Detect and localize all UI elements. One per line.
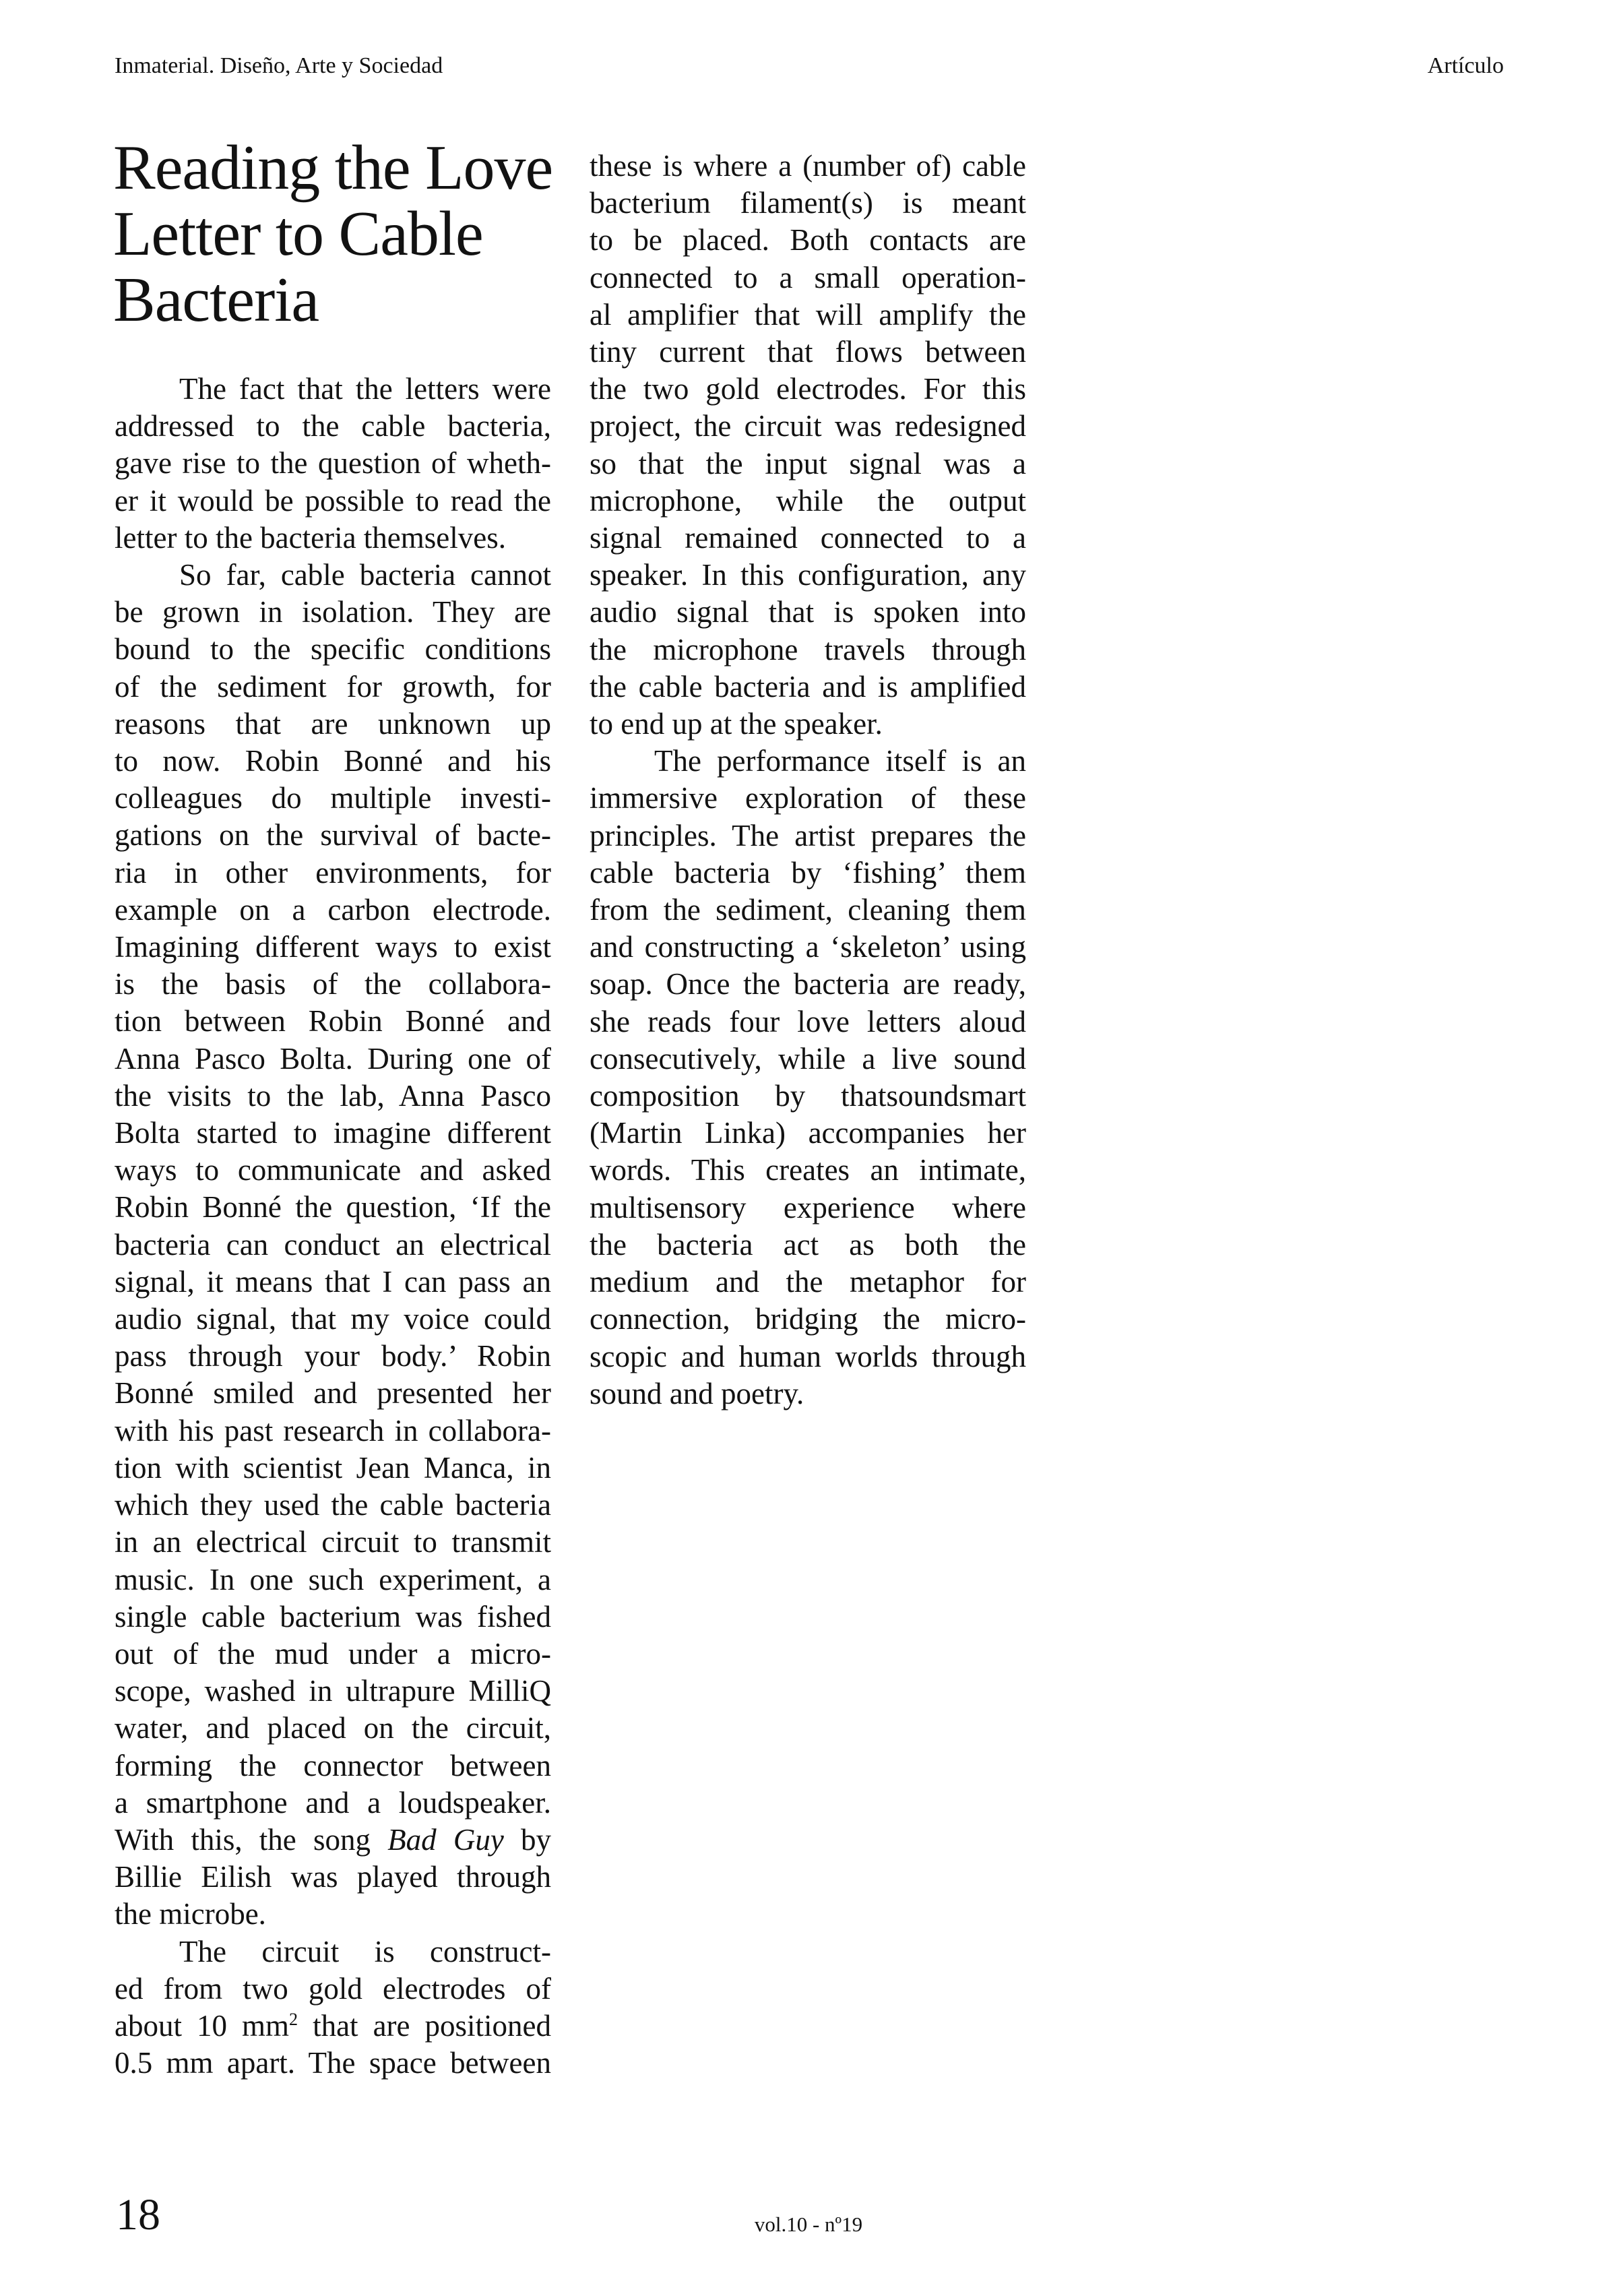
text-line: gations on the survival of bacte- [115,818,551,852]
text-line: multisensory experience where [590,1190,1026,1224]
text-line: signal remained connected to a [590,521,1026,555]
text-line: is the basis of the collabora- [115,967,551,1001]
text-line: bound to the specific conditions [115,632,551,666]
text-line: example on a carbon electrode. [115,892,551,927]
text-line: So far, cable bacteria cannot [179,558,551,592]
text-line: Bonné smiled and presented her [115,1376,551,1410]
text-line: ed from two gold electrodes of [115,1971,551,2006]
text-line: addressed to the cable bacteria, [115,409,551,443]
text-line: the two gold electrodes. For this [590,372,1026,406]
text-column-left [115,371,551,2096]
text-line: so that the input signal was a [590,446,1026,480]
text-line: the cable bacteria and is amplified [590,669,1026,704]
text-line: a smartphone and a loudspeaker. [115,1785,551,1820]
text-line: tion between Robin Bonné and [115,1004,551,1038]
text-line: connected to a small operation- [590,260,1026,294]
text-line: these is where a (number of) cable [590,149,1026,183]
text-line: to be placed. Both contacts are [590,223,1026,257]
journal-name: Inmaterial. Diseño, Arte y Sociedad [115,53,443,78]
text-line: she reads four love letters aloud [590,1004,1026,1038]
text-line: speaker. In this configuration, any [590,558,1026,592]
text-line: to now. Robin Bonné and his [115,744,551,778]
text-line: (Martin Linka) accompanies her [590,1116,1026,1150]
text-line: With this, the song Bad Guy by [115,1822,552,1857]
text-line: in an electrical circuit to transmit [115,1525,551,1559]
text-line: audio signal that is spoken into [590,595,1026,629]
text-line: the visits to the lab, Anna Pasco [115,1078,551,1113]
text-line: to end up at the speaker. [590,707,883,741]
text-line: medium and the metaphor for [590,1265,1026,1299]
text-line: words. This creates an intimate, [590,1153,1026,1187]
text-line: Anna Pasco Bolta. During one of [115,1041,551,1076]
text-line: Imagining different ways to exist [115,930,551,964]
text-line: consecutively, while a live sound [590,1041,1026,1076]
text-line: immersive exploration of these [590,781,1026,815]
text-line: single cable bacterium was fished [115,1599,551,1634]
text-line: er it would be possible to read the [115,483,551,518]
page-title [113,135,571,333]
text-line: the bacteria act as both the [590,1227,1026,1262]
text-line: bacterium filament(s) is meant [590,186,1026,220]
text-line: letter to the bacteria themselves. [115,520,507,555]
text-line: pass through your body.’ Robin [115,1339,551,1373]
text-line: tiny current that flows between [590,335,1026,369]
text-line: project, the circuit was redesigned [590,409,1026,443]
text-line: 0.5 mm apart. The space between [115,2046,551,2080]
text-line: scopic and human worlds through [590,1339,1026,1373]
text-line: the microphone travels through [590,632,1026,666]
text-line: tion with scientist Jean Manca, in [115,1450,551,1485]
text-line: the microbe. [115,1897,266,1931]
text-line: Billie Eilish was played through [115,1860,551,1894]
text-line: and constructing a ‘skeleton’ using [590,930,1026,964]
text-line: about 10 $mm^2$ that are positioned [115,2008,552,2043]
title-line-3: Bacteria [113,265,319,335]
text-line: Bolta started to imagine different [115,1116,551,1150]
text-line: out of the mud under a micro- [115,1636,551,1671]
text-line: Robin Bonné the question, ‘If the [115,1190,551,1224]
text-line: forming the connector between [115,1748,551,1782]
text-line: colleagues do multiple investi- [115,781,551,815]
text-line: microphone, while the output [590,483,1026,518]
text-line: connection, bridging the micro- [590,1302,1026,1336]
text-line: reasons that are unknown up [115,706,551,741]
text-line: from the sediment, cleaning them [590,893,1026,927]
text-line: gave rise to the question of wheth- [115,446,551,480]
text-line: composition by thatsoundsmart [590,1079,1026,1113]
text-line: sound and poetry. [590,1376,804,1410]
text-line: ways to communicate and asked [115,1153,551,1187]
title-line-2: Letter to Cable [113,199,483,269]
text-line: scope, washed in ultrapure MilliQ [115,1674,551,1708]
text-line: water, and placed on the circuit, [115,1711,551,1745]
text-line: signal, it means that I can pass an [115,1264,551,1299]
text-line: audio signal, that my voice could [115,1302,551,1336]
text-line: of the sediment for growth, for [115,669,551,704]
text-line: with his past research in collabora- [115,1413,551,1448]
text-line: The fact that the letters were [179,372,551,406]
text-line: music. In one such experiment, a [115,1562,551,1596]
text-line: which they used the cable bacteria [115,1488,551,1522]
text-line: The circuit is construct- [179,1934,551,1968]
text-line: ria in other environments, for [115,855,551,890]
text-column-right [590,148,1026,1448]
title-line-1: Reading the Love [113,133,553,203]
page-number: 18 [116,2190,160,2239]
text-line: al amplifier that will amplify the [590,297,1026,332]
text-line: cable bacteria by ‘fishing’ them [590,855,1026,890]
volume-issue-label: vol.10 - nº19 [754,2212,863,2236]
text-line: be grown in isolation. They are [115,595,551,629]
text-line: bacteria can conduct an electrical [115,1227,551,1262]
text-line: soap. Once the bacteria are ready, [590,967,1026,1001]
text-line: The performance itself is an [654,744,1026,778]
article-type-label: Artículo [1427,53,1504,78]
text-line: principles. The artist prepares the [590,818,1026,852]
